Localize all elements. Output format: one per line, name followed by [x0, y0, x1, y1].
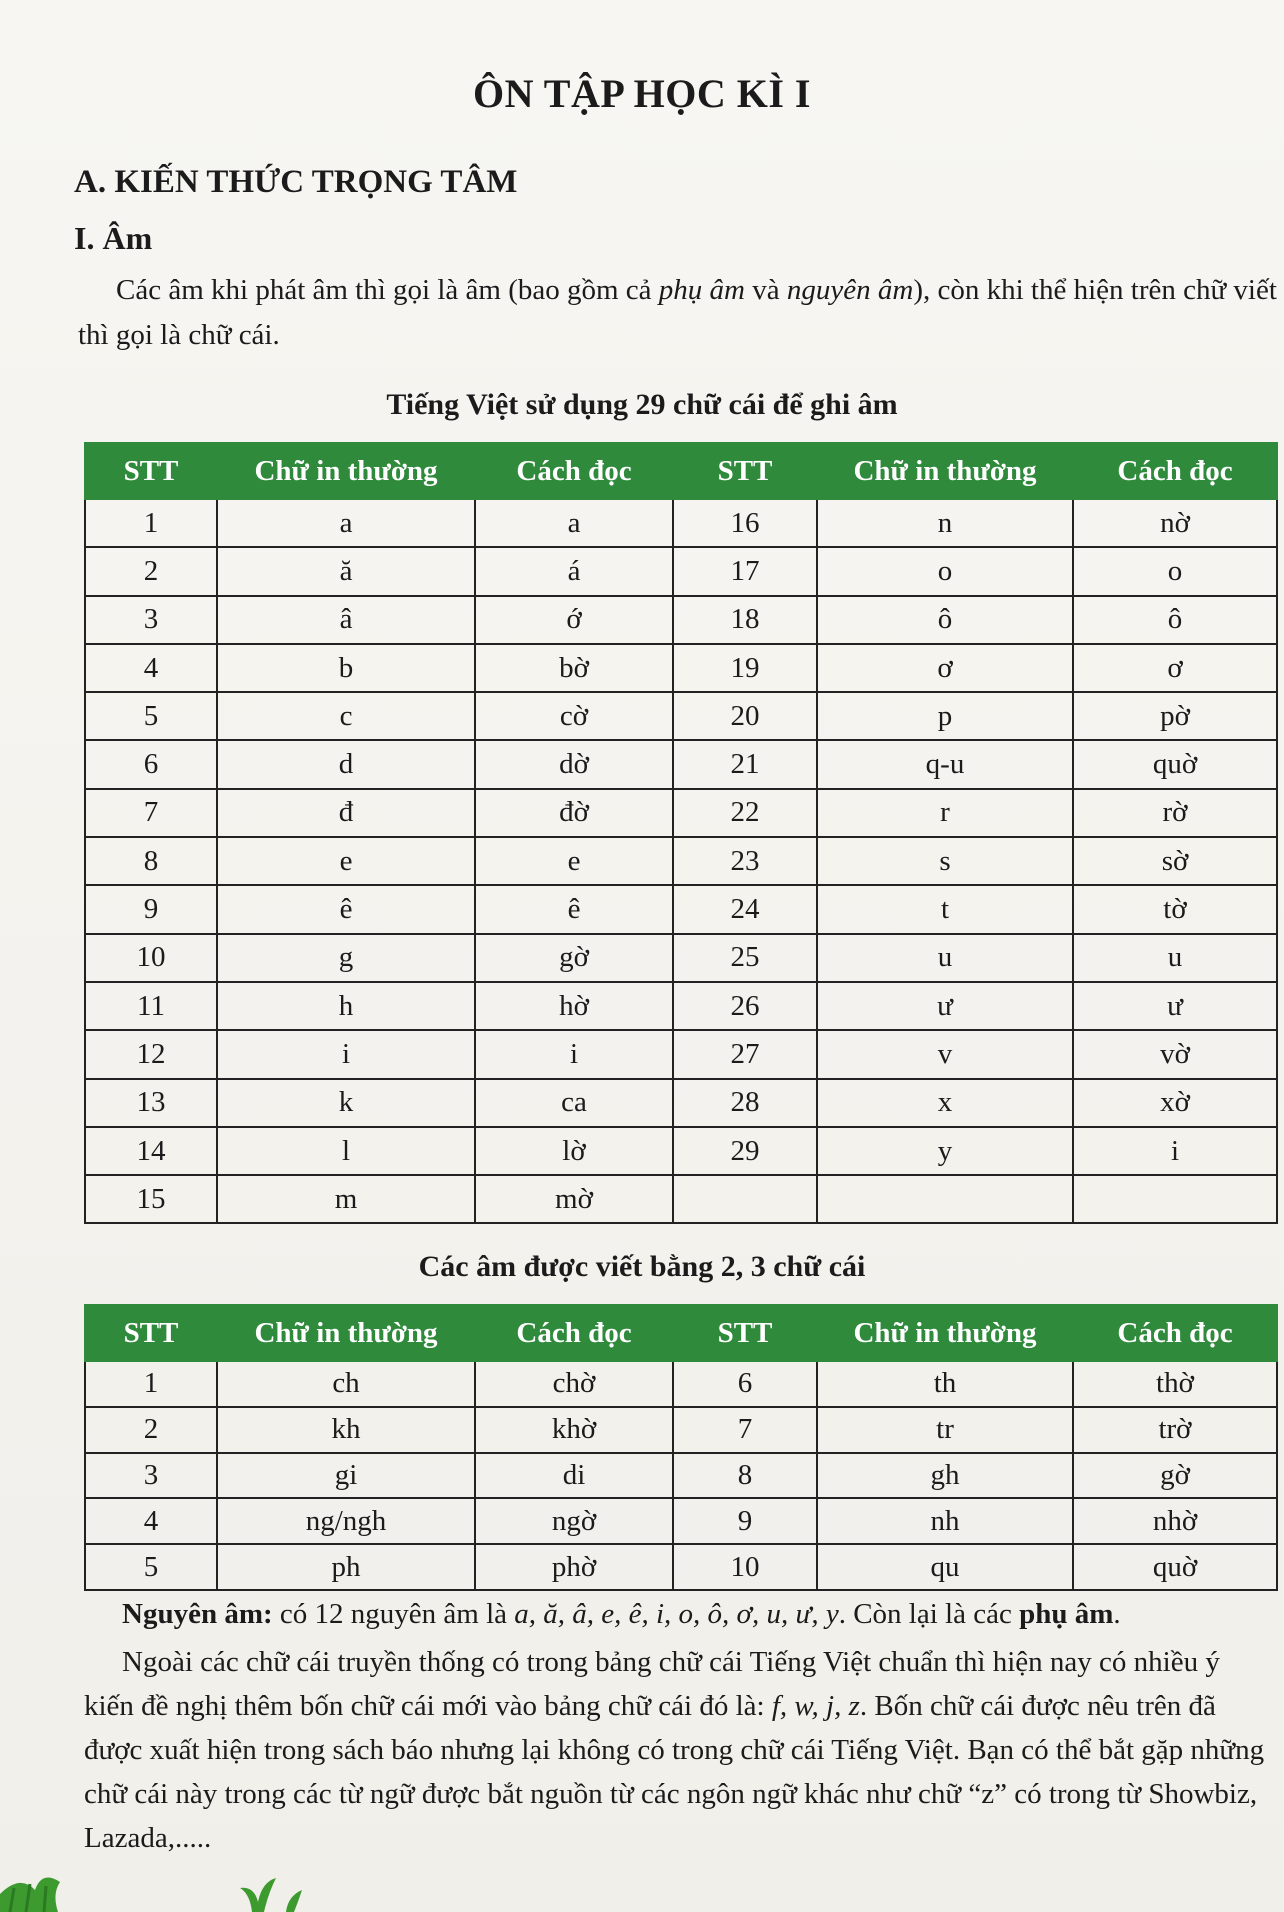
cell-chu-in-thuong: b [217, 644, 475, 692]
cell-chu-in-thuong: s [817, 837, 1073, 885]
cell-cach-doc: e [475, 837, 673, 885]
header-stt: STT [673, 1305, 817, 1361]
cell-stt: 8 [85, 837, 217, 885]
cell-cach-doc: đờ [475, 789, 673, 837]
table-row [85, 885, 1277, 933]
cell-chu-in-thuong: t [817, 885, 1073, 933]
cell-cach-doc: á [475, 547, 673, 595]
table-row [85, 934, 1277, 982]
header-chu-in-thuong: Chữ in thường [817, 443, 1073, 499]
cell-chu-in-thuong: l [217, 1127, 475, 1175]
table-row [85, 644, 1277, 692]
cell-chu-in-thuong: i [217, 1030, 475, 1078]
header-stt: STT [85, 443, 217, 499]
cell-cach-doc: dờ [475, 740, 673, 788]
cell-cach-doc: bờ [475, 644, 673, 692]
section-heading-am: I. Âm [74, 220, 153, 256]
new-letters-text-2: . Bốn chữ cái được nêu trên đã được xuất hiện trong sách báo nhưng lại không có trong chữ cái Tiếng Việt. Bạn có thể bắt gặp những chữ cái này trong các từ ngữ được bắt nguồn từ các ngôn ngữ khác như chữ “z” có trong từ Showbiz, Lazada,..... [84, 1690, 1265, 1854]
digraph-table [84, 1304, 1278, 1591]
table-row [85, 596, 1277, 644]
cell-stt: 13 [85, 1079, 217, 1127]
cell-chu-in-thuong: p [817, 692, 1073, 740]
cell-chu-in-thuong: x [817, 1079, 1073, 1127]
intro-text-3: ), còn khi thể hiện trên chữ viết thì gọi là chữ cái. [78, 274, 1277, 351]
cell-stt: 7 [673, 1407, 817, 1453]
vowels-label: Nguyên âm: [122, 1598, 273, 1630]
cell-cach-doc: ư [1073, 982, 1277, 1030]
cell-stt: 14 [85, 1127, 217, 1175]
header-chu-in-thuong: Chữ in thường [217, 1305, 475, 1361]
cell-stt: 8 [673, 1453, 817, 1499]
header-chu-in-thuong: Chữ in thường [817, 1305, 1073, 1361]
cell-chu-in-thuong: u [817, 934, 1073, 982]
cell-cach-doc: tờ [1073, 885, 1277, 933]
cell-chu-in-thuong: r [817, 789, 1073, 837]
cell-cach-doc: ô [1073, 596, 1277, 644]
table-row [85, 547, 1277, 595]
cell-cach-doc: khờ [475, 1407, 673, 1453]
table-row [85, 1498, 1277, 1544]
cell-chu-in-thuong: gi [217, 1453, 475, 1499]
alphabet-table [84, 442, 1278, 1224]
intro-text-1: Các âm khi phát âm thì gọi là âm (bao gồm cả [116, 274, 659, 306]
table-row [85, 982, 1277, 1030]
cell-chu-in-thuong: ư [817, 982, 1073, 1030]
table-row [85, 692, 1277, 740]
cell-cach-doc: pờ [1073, 692, 1277, 740]
new-letters-text-1: Ngoài các chữ cái truyền thống có trong bảng chữ cái Tiếng Việt chuẩn thì hiện nay có nhiều ý kiến đề nghị thêm bốn chữ cái mới vào bảng chữ cái đó là: [84, 1646, 1220, 1722]
cell-cach-doc: vờ [1073, 1030, 1277, 1078]
cell-chu-in-thuong: kh [217, 1407, 475, 1453]
cell-stt: 3 [85, 596, 217, 644]
header-stt: STT [673, 443, 817, 499]
cell-cach-doc [1073, 1175, 1277, 1223]
vowels-end: . [1113, 1598, 1121, 1630]
cell-chu-in-thuong: d [217, 740, 475, 788]
cell-cach-doc: sờ [1073, 837, 1277, 885]
cell-chu-in-thuong: ng/ngh [217, 1498, 475, 1544]
cell-stt: 6 [85, 740, 217, 788]
cell-chu-in-thuong: nh [817, 1498, 1073, 1544]
section-heading-a: A. KIẾN THỨC TRỌNG TÂM [74, 164, 518, 200]
cell-cach-doc: nhờ [1073, 1498, 1277, 1544]
cell-cach-doc: rờ [1073, 789, 1277, 837]
cell-stt: 26 [673, 982, 817, 1030]
cell-cach-doc: nờ [1073, 499, 1277, 547]
header-stt: STT [85, 1305, 217, 1361]
cell-chu-in-thuong: ch [217, 1361, 475, 1407]
cell-stt: 29 [673, 1127, 817, 1175]
cell-chu-in-thuong: q-u [817, 740, 1073, 788]
cell-stt: 10 [85, 934, 217, 982]
header-chu-in-thuong: Chữ in thường [217, 443, 475, 499]
table-row [85, 837, 1277, 885]
cell-stt: 6 [673, 1361, 817, 1407]
vowels-text-1: có 12 nguyên âm là [272, 1598, 515, 1630]
intro-phu-am: phụ âm [658, 274, 745, 306]
cell-chu-in-thuong [817, 1175, 1073, 1223]
table1-caption: Tiếng Việt sử dụng 29 chữ cái để ghi âm [386, 388, 898, 421]
consonants-term: phụ âm [1019, 1598, 1114, 1630]
cell-chu-in-thuong: h [217, 982, 475, 1030]
table-row [85, 740, 1277, 788]
cell-cach-doc: quờ [1073, 1544, 1277, 1590]
cell-stt: 7 [85, 789, 217, 837]
cell-cach-doc: i [1073, 1127, 1277, 1175]
cell-cach-doc: thờ [1073, 1361, 1277, 1407]
intro-paragraph [78, 268, 1278, 358]
cell-stt: 24 [673, 885, 817, 933]
cell-stt: 28 [673, 1079, 817, 1127]
cell-stt: 18 [673, 596, 817, 644]
cell-cach-doc: hờ [475, 982, 673, 1030]
vowels-list: a, ă, â, e, ê, i, o, ô, ơ, u, ư, y [514, 1598, 839, 1630]
cell-stt: 23 [673, 837, 817, 885]
cell-cach-doc: di [475, 1453, 673, 1499]
table-row [85, 1453, 1277, 1499]
cell-stt: 22 [673, 789, 817, 837]
cell-stt: 15 [85, 1175, 217, 1223]
cell-stt: 2 [85, 547, 217, 595]
cell-cach-doc: phờ [475, 1544, 673, 1590]
cell-chu-in-thuong: ă [217, 547, 475, 595]
cell-cach-doc: ca [475, 1079, 673, 1127]
cell-stt: 12 [85, 1030, 217, 1078]
cell-stt: 5 [85, 692, 217, 740]
cell-cach-doc: trờ [1073, 1407, 1277, 1453]
cell-chu-in-thuong: â [217, 596, 475, 644]
cell-chu-in-thuong: n [817, 499, 1073, 547]
table-row [85, 1407, 1277, 1453]
cell-cach-doc: chờ [475, 1361, 673, 1407]
cell-stt: 3 [85, 1453, 217, 1499]
sprout-ornament-icon [232, 1868, 322, 1912]
cell-stt: 10 [673, 1544, 817, 1590]
cell-stt: 4 [85, 1498, 217, 1544]
cell-chu-in-thuong: m [217, 1175, 475, 1223]
table-row [85, 1175, 1277, 1223]
cell-cach-doc: quờ [1073, 740, 1277, 788]
new-letters-paragraph [84, 1640, 1276, 1860]
cell-stt: 9 [673, 1498, 817, 1544]
new-letters-list: f, w, j, z [771, 1690, 860, 1722]
intro-nguyen-am: nguyên âm [786, 274, 914, 306]
header-cach-doc: Cách đọc [1073, 1305, 1277, 1361]
cell-cach-doc: a [475, 499, 673, 547]
cell-cach-doc: lờ [475, 1127, 673, 1175]
cell-chu-in-thuong: k [217, 1079, 475, 1127]
table-row [85, 1079, 1277, 1127]
header-cach-doc: Cách đọc [475, 443, 673, 499]
table-row [85, 1030, 1277, 1078]
cell-chu-in-thuong: e [217, 837, 475, 885]
leaf-ornament-icon [0, 1864, 70, 1912]
cell-chu-in-thuong: g [217, 934, 475, 982]
cell-chu-in-thuong: y [817, 1127, 1073, 1175]
cell-stt: 21 [673, 740, 817, 788]
cell-cach-doc: u [1073, 934, 1277, 982]
cell-cach-doc: xờ [1073, 1079, 1277, 1127]
cell-stt: 16 [673, 499, 817, 547]
cell-stt: 1 [85, 499, 217, 547]
cell-cach-doc: gờ [1073, 1453, 1277, 1499]
cell-cach-doc: gờ [475, 934, 673, 982]
cell-cach-doc: o [1073, 547, 1277, 595]
cell-stt: 2 [85, 1407, 217, 1453]
cell-cach-doc: ngờ [475, 1498, 673, 1544]
cell-cach-doc: cờ [475, 692, 673, 740]
cell-chu-in-thuong: ph [217, 1544, 475, 1590]
intro-text-2: và [745, 274, 787, 306]
cell-cach-doc: ớ [475, 596, 673, 644]
table-row [85, 789, 1277, 837]
cell-chu-in-thuong: ê [217, 885, 475, 933]
cell-stt: 19 [673, 644, 817, 692]
cell-stt: 9 [85, 885, 217, 933]
vowels-text-2: . Còn lại là các [838, 1598, 1020, 1630]
cell-chu-in-thuong: đ [217, 789, 475, 837]
cell-cach-doc: ơ [1073, 644, 1277, 692]
cell-cach-doc: mờ [475, 1175, 673, 1223]
header-cach-doc: Cách đọc [1073, 443, 1277, 499]
cell-chu-in-thuong: v [817, 1030, 1073, 1078]
table-row [85, 499, 1277, 547]
table-row [85, 1544, 1277, 1590]
cell-stt: 17 [673, 547, 817, 595]
cell-stt: 25 [673, 934, 817, 982]
cell-stt: 5 [85, 1544, 217, 1590]
table2-caption: Các âm được viết bằng 2, 3 chữ cái [418, 1250, 866, 1283]
cell-stt: 1 [85, 1361, 217, 1407]
table-row [85, 1127, 1277, 1175]
header-cach-doc: Cách đọc [475, 1305, 673, 1361]
cell-chu-in-thuong: qu [817, 1544, 1073, 1590]
cell-stt: 27 [673, 1030, 817, 1078]
table-header-row [85, 1305, 1277, 1361]
cell-chu-in-thuong: th [817, 1361, 1073, 1407]
cell-chu-in-thuong: ô [817, 596, 1073, 644]
table-header-row [85, 443, 1277, 499]
cell-chu-in-thuong: o [817, 547, 1073, 595]
cell-cach-doc: i [475, 1030, 673, 1078]
vowels-paragraph [84, 1592, 1276, 1636]
cell-stt [673, 1175, 817, 1223]
cell-chu-in-thuong: tr [817, 1407, 1073, 1453]
cell-chu-in-thuong: gh [817, 1453, 1073, 1499]
cell-stt: 20 [673, 692, 817, 740]
cell-chu-in-thuong: c [217, 692, 475, 740]
cell-cach-doc: ê [475, 885, 673, 933]
cell-chu-in-thuong: ơ [817, 644, 1073, 692]
cell-stt: 4 [85, 644, 217, 692]
page-title: ÔN TẬP HỌC KÌ I [473, 71, 811, 116]
table-row [85, 1361, 1277, 1407]
cell-stt: 11 [85, 982, 217, 1030]
cell-chu-in-thuong: a [217, 499, 475, 547]
